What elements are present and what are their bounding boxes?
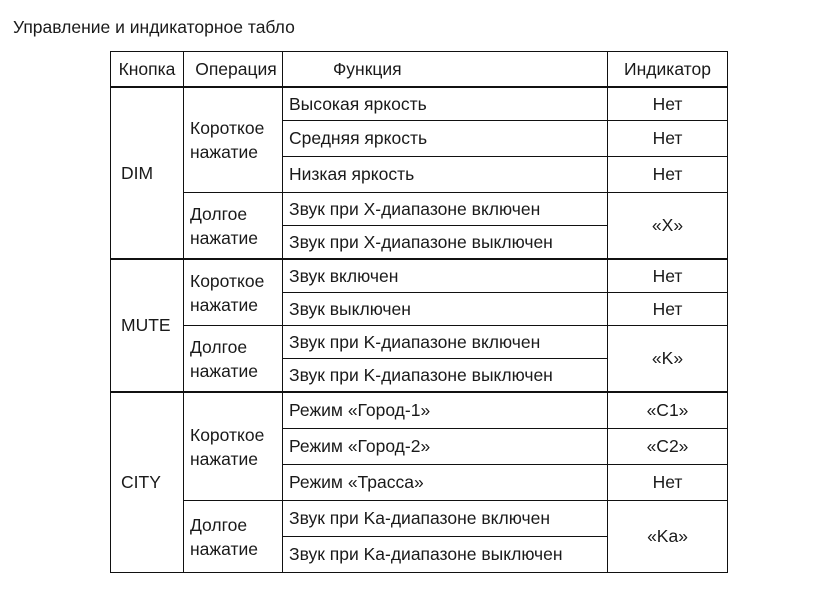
indicator-cell: «K» — [608, 326, 728, 393]
operation-short: Короткое нажатие — [184, 259, 283, 326]
function-cell: Звук при X-диапазоне включен — [283, 193, 608, 226]
operation-long: Долгое нажатие — [184, 193, 283, 260]
operation-long: Долгое нажатие — [184, 501, 283, 573]
function-cell: Режим «Трасса» — [283, 465, 608, 501]
control-table — [110, 51, 728, 573]
function-cell: Звук при Ka-диапазоне выключен — [283, 537, 608, 573]
header-function: Функция — [283, 52, 608, 88]
indicator-cell: Нет — [608, 121, 728, 157]
indicator-cell: «Ka» — [608, 501, 728, 573]
operation-long: Долгое нажатие — [184, 326, 283, 393]
indicator-cell: Нет — [608, 87, 728, 121]
header-row — [111, 52, 728, 88]
indicator-cell: «C1» — [608, 392, 728, 429]
operation-short: Короткое нажатие — [184, 87, 283, 193]
page-title: Управление и индикаторное табло — [13, 17, 295, 37]
function-cell: Высокая яркость — [283, 87, 608, 121]
function-cell: Режим «Город-2» — [283, 429, 608, 465]
indicator-cell: «X» — [608, 193, 728, 260]
table-row — [111, 392, 728, 429]
function-cell: Режим «Город-1» — [283, 392, 608, 429]
function-cell: Звук при Ka-диапазоне включен — [283, 501, 608, 537]
function-cell: Звук при K-диапазоне включен — [283, 326, 608, 359]
function-cell: Звук выключен — [283, 293, 608, 326]
function-cell: Звук при K-диапазоне выключен — [283, 359, 608, 393]
indicator-cell: Нет — [608, 465, 728, 501]
indicator-cell: Нет — [608, 293, 728, 326]
function-cell: Звук при X-диапазоне выключен — [283, 226, 608, 260]
function-cell: Звук включен — [283, 259, 608, 293]
function-cell: Низкая яркость — [283, 157, 608, 193]
table-row — [111, 259, 728, 293]
header-button: Кнопка — [111, 52, 184, 88]
indicator-cell: Нет — [608, 259, 728, 293]
button-dim: DIM — [111, 87, 184, 259]
function-cell: Средняя яркость — [283, 121, 608, 157]
indicator-cell: Нет — [608, 157, 728, 193]
header-indicator: Индикатор — [608, 52, 728, 88]
button-city: CITY — [111, 392, 184, 573]
button-mute: MUTE — [111, 259, 184, 392]
indicator-cell: «C2» — [608, 429, 728, 465]
table-row — [111, 193, 728, 226]
table-row — [111, 501, 728, 537]
table-row — [111, 326, 728, 359]
table-row — [111, 87, 728, 121]
operation-short: Короткое нажатие — [184, 392, 283, 501]
header-operation: Операция — [184, 52, 283, 88]
